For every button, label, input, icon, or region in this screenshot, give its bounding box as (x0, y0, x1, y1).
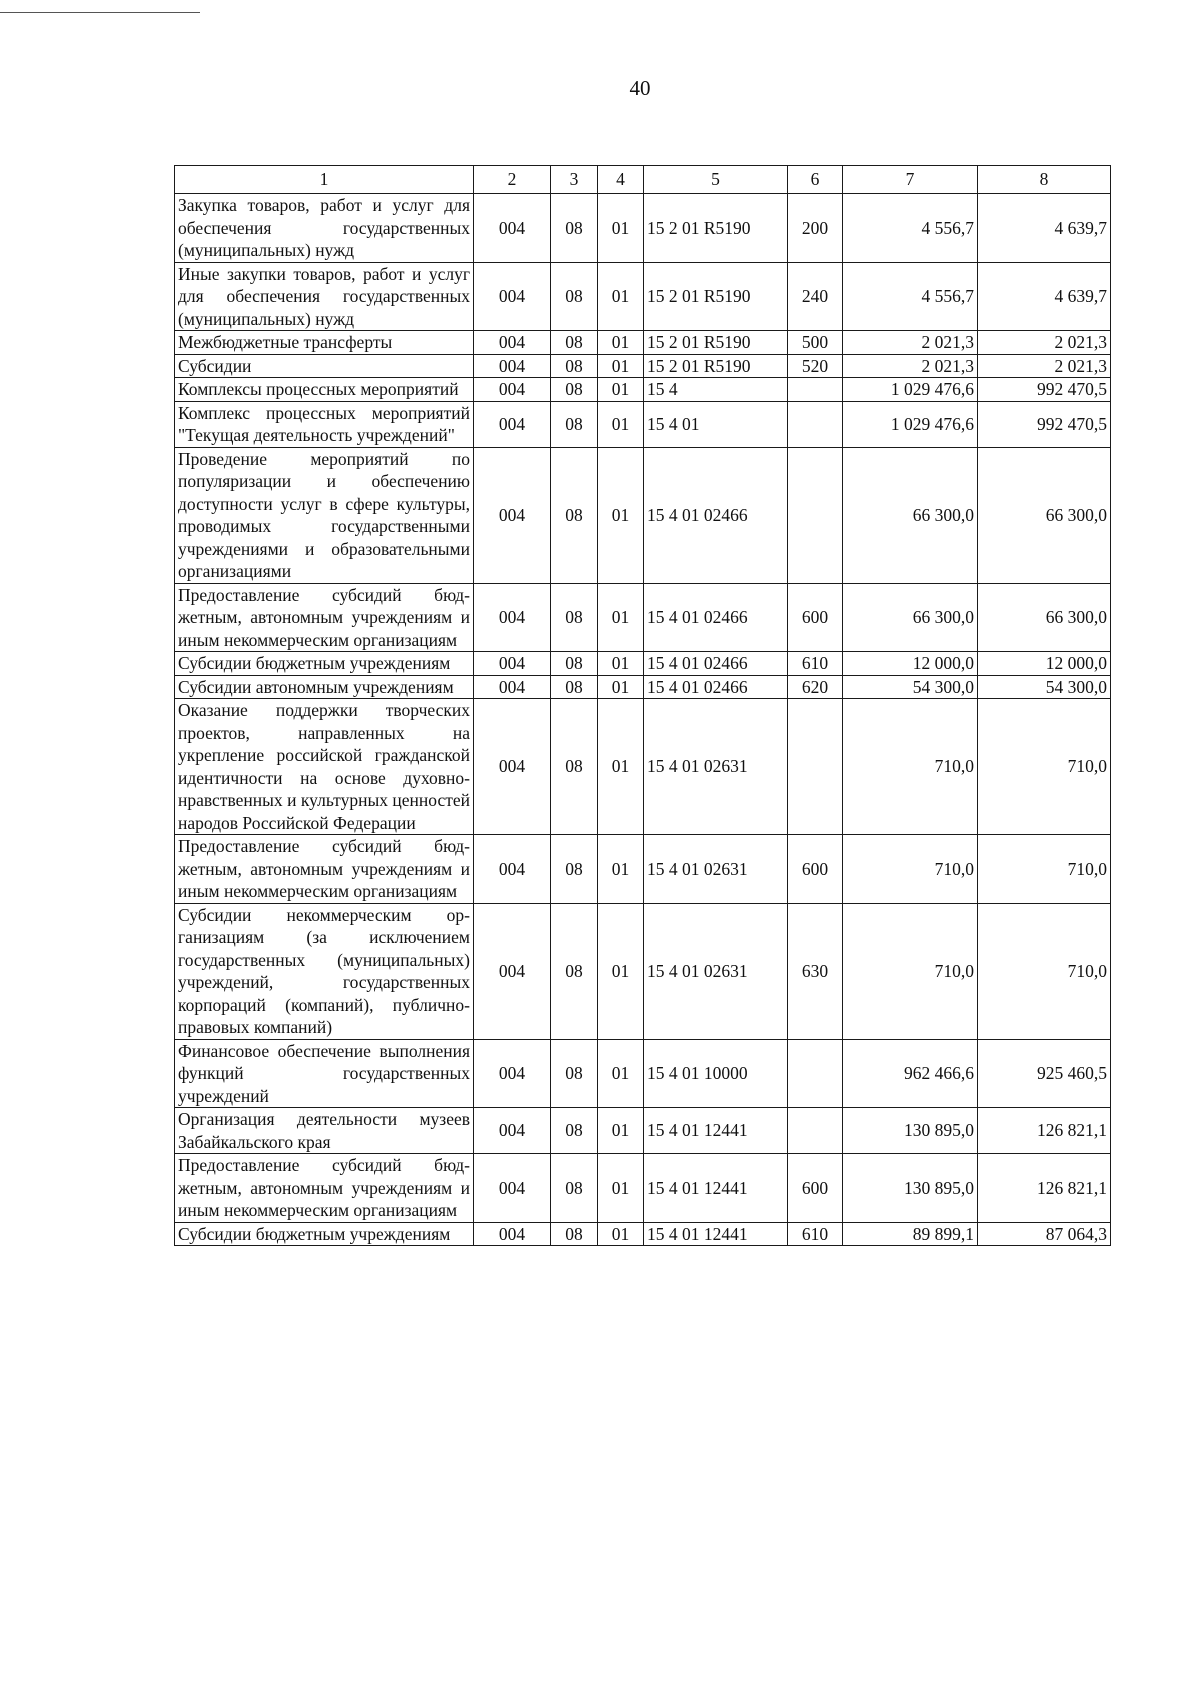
header-col-1: 1 (175, 166, 474, 194)
amount-col-7: 89 899,1 (843, 1222, 978, 1246)
subsection-code: 01 (598, 1039, 644, 1108)
amount-col-7: 54 300,0 (843, 675, 978, 699)
table-row (175, 699, 1111, 835)
ministry-code: 004 (474, 378, 551, 402)
table-row (175, 835, 1111, 904)
amount-col-8: 925 460,5 (978, 1039, 1111, 1108)
header-col-8: 8 (978, 166, 1111, 194)
amount-col-7: 130 895,0 (843, 1108, 978, 1154)
table-row (175, 194, 1111, 263)
table-row (175, 675, 1111, 699)
amount-col-7: 66 300,0 (843, 447, 978, 583)
expense-type-code: 500 (788, 331, 843, 355)
expense-type-code: 620 (788, 675, 843, 699)
section-code: 08 (551, 903, 598, 1039)
header-col-2: 2 (474, 166, 551, 194)
section-code: 08 (551, 1222, 598, 1246)
table-row (175, 354, 1111, 378)
subsection-code: 01 (598, 1154, 644, 1223)
table-row (175, 378, 1111, 402)
item-name: Предоставление субсидий бюджетным, автономным учреждениям и иным некоммерческим организациям (175, 583, 474, 652)
expense-type-code (788, 699, 843, 835)
subsection-code: 01 (598, 652, 644, 676)
ministry-code: 004 (474, 675, 551, 699)
item-name: Межбюджетные трансферты (175, 331, 474, 355)
table-row (175, 1108, 1111, 1154)
item-name: Предоставление субсидий бюджетным, автономным учреждениям и иным некоммерческим организациям (175, 1154, 474, 1223)
amount-col-8: 4 639,7 (978, 262, 1111, 331)
expense-type-code: 610 (788, 1222, 843, 1246)
amount-col-7: 710,0 (843, 699, 978, 835)
section-code: 08 (551, 675, 598, 699)
expense-type-code (788, 378, 843, 402)
amount-col-8: 992 470,5 (978, 378, 1111, 402)
ministry-code: 004 (474, 699, 551, 835)
item-name: Проведение мероприятий по популяризации и обеспечению доступности услуг в сфере культуры, проводимых государственными учреждениями и образовательными организациями (175, 447, 474, 583)
item-name: Комплексы процессных мероприятий (175, 378, 474, 402)
target-item-code: 15 4 01 12441 (644, 1108, 788, 1154)
item-name: Оказание поддержки творческих проектов, направленных на укрепление российской гражданской идентичности на основе духовно-нравственных и культурных ценностей народов Российской Федерации (175, 699, 474, 835)
item-name: Организация деятельности музеев Забайкальского края (175, 1108, 474, 1154)
target-item-code: 15 2 01 R5190 (644, 194, 788, 263)
subsection-code: 01 (598, 699, 644, 835)
amount-col-8: 126 821,1 (978, 1108, 1111, 1154)
amount-col-8: 54 300,0 (978, 675, 1111, 699)
amount-col-8: 2 021,3 (978, 354, 1111, 378)
header-col-4: 4 (598, 166, 644, 194)
target-item-code: 15 4 01 02466 (644, 652, 788, 676)
amount-col-7: 130 895,0 (843, 1154, 978, 1223)
target-item-code: 15 4 01 02466 (644, 447, 788, 583)
amount-col-8: 710,0 (978, 903, 1111, 1039)
table-row (175, 903, 1111, 1039)
amount-col-8: 992 470,5 (978, 401, 1111, 447)
ministry-code: 004 (474, 331, 551, 355)
ministry-code: 004 (474, 903, 551, 1039)
item-name: Субсидии некоммерческим организациям (за исключением государственных (муниципальных) учреждений, государственных корпораций (компаний), публично-правовых компаний) (175, 903, 474, 1039)
expense-type-code: 610 (788, 652, 843, 676)
table-row (175, 1039, 1111, 1108)
table-row (175, 652, 1111, 676)
header-col-6: 6 (788, 166, 843, 194)
section-code: 08 (551, 1108, 598, 1154)
amount-col-7: 12 000,0 (843, 652, 978, 676)
target-item-code: 15 4 01 02631 (644, 903, 788, 1039)
page-number: 40 (629, 76, 651, 100)
target-item-code: 15 4 01 02466 (644, 583, 788, 652)
table-body (175, 194, 1111, 1246)
section-code: 08 (551, 583, 598, 652)
ministry-code: 004 (474, 447, 551, 583)
subsection-code: 01 (598, 378, 644, 402)
subsection-code: 01 (598, 1222, 644, 1246)
expense-type-code: 240 (788, 262, 843, 331)
ministry-code: 004 (474, 1039, 551, 1108)
item-name: Закупка товаров, работ и услуг для обеспечения государственных (муниципальных) нужд (175, 194, 474, 263)
target-item-code: 15 4 01 10000 (644, 1039, 788, 1108)
amount-col-8: 710,0 (978, 835, 1111, 904)
subsection-code: 01 (598, 447, 644, 583)
item-name: Иные закупки товаров, работ и услуг для обеспечения государственных (муниципальных) нужд (175, 262, 474, 331)
amount-col-8: 87 064,3 (978, 1222, 1111, 1246)
expense-type-code (788, 1039, 843, 1108)
subsection-code: 01 (598, 262, 644, 331)
ministry-code: 004 (474, 1222, 551, 1246)
budget-table (174, 165, 1111, 1246)
amount-col-7: 4 556,7 (843, 194, 978, 263)
target-item-code: 15 2 01 R5190 (644, 262, 788, 331)
table-row (175, 447, 1111, 583)
target-item-code: 15 4 01 (644, 401, 788, 447)
section-code: 08 (551, 378, 598, 402)
item-name: Субсидии автономным учреждениям (175, 675, 474, 699)
header-col-5: 5 (644, 166, 788, 194)
section-code: 08 (551, 447, 598, 583)
ministry-code: 004 (474, 583, 551, 652)
ministry-code: 004 (474, 262, 551, 331)
amount-col-7: 962 466,6 (843, 1039, 978, 1108)
section-code: 08 (551, 401, 598, 447)
target-item-code: 15 2 01 R5190 (644, 354, 788, 378)
item-name: Предоставление субсидий бюджетным, автономным учреждениям и иным некоммерческим организациям (175, 835, 474, 904)
section-code: 08 (551, 1154, 598, 1223)
table-row (175, 1222, 1111, 1246)
expense-type-code: 600 (788, 1154, 843, 1223)
item-name: Субсидии (175, 354, 474, 378)
subsection-code: 01 (598, 675, 644, 699)
expense-type-code (788, 447, 843, 583)
amount-col-8: 2 021,3 (978, 331, 1111, 355)
amount-col-8: 126 821,1 (978, 1154, 1111, 1223)
subsection-code: 01 (598, 583, 644, 652)
target-item-code: 15 4 01 12441 (644, 1154, 788, 1223)
amount-col-7: 710,0 (843, 835, 978, 904)
section-code: 08 (551, 194, 598, 263)
expense-type-code (788, 401, 843, 447)
amount-col-7: 4 556,7 (843, 262, 978, 331)
amount-col-7: 710,0 (843, 903, 978, 1039)
subsection-code: 01 (598, 903, 644, 1039)
item-name: Комплекс процессных мероприятий "Текущая деятельность учреждений" (175, 401, 474, 447)
target-item-code: 15 4 01 02466 (644, 675, 788, 699)
amount-col-7: 2 021,3 (843, 354, 978, 378)
header-col-3: 3 (551, 166, 598, 194)
expense-type-code: 200 (788, 194, 843, 263)
section-code: 08 (551, 652, 598, 676)
ministry-code: 004 (474, 354, 551, 378)
expense-type-code: 520 (788, 354, 843, 378)
amount-col-7: 1 029 476,6 (843, 378, 978, 402)
subsection-code: 01 (598, 354, 644, 378)
amount-col-8: 710,0 (978, 699, 1111, 835)
target-item-code: 15 4 (644, 378, 788, 402)
table-row (175, 1154, 1111, 1223)
expense-type-code: 600 (788, 583, 843, 652)
ministry-code: 004 (474, 1154, 551, 1223)
target-item-code: 15 4 01 12441 (644, 1222, 788, 1246)
target-item-code: 15 2 01 R5190 (644, 331, 788, 355)
subsection-code: 01 (598, 835, 644, 904)
item-name: Финансовое обеспечение выполнения функций государственных учреждений (175, 1039, 474, 1108)
ministry-code: 004 (474, 652, 551, 676)
expense-type-code: 630 (788, 903, 843, 1039)
section-code: 08 (551, 331, 598, 355)
table-row (175, 401, 1111, 447)
target-item-code: 15 4 01 02631 (644, 835, 788, 904)
expense-type-code (788, 1108, 843, 1154)
ministry-code: 004 (474, 194, 551, 263)
section-code: 08 (551, 262, 598, 331)
subsection-code: 01 (598, 194, 644, 263)
subsection-code: 01 (598, 331, 644, 355)
target-item-code: 15 4 01 02631 (644, 699, 788, 835)
table-row (175, 331, 1111, 355)
table-row (175, 262, 1111, 331)
amount-col-8: 66 300,0 (978, 447, 1111, 583)
amount-col-8: 4 639,7 (978, 194, 1111, 263)
amount-col-8: 66 300,0 (978, 583, 1111, 652)
header-col-7: 7 (843, 166, 978, 194)
section-code: 08 (551, 354, 598, 378)
table-row (175, 583, 1111, 652)
amount-col-8: 12 000,0 (978, 652, 1111, 676)
expense-type-code: 600 (788, 835, 843, 904)
amount-col-7: 1 029 476,6 (843, 401, 978, 447)
amount-col-7: 66 300,0 (843, 583, 978, 652)
section-code: 08 (551, 1039, 598, 1108)
ministry-code: 004 (474, 835, 551, 904)
scan-artifact-line (0, 12, 200, 13)
subsection-code: 01 (598, 401, 644, 447)
item-name: Субсидии бюджетным учреждениям (175, 1222, 474, 1246)
amount-col-7: 2 021,3 (843, 331, 978, 355)
subsection-code: 01 (598, 1108, 644, 1154)
ministry-code: 004 (474, 1108, 551, 1154)
section-code: 08 (551, 699, 598, 835)
section-code: 08 (551, 835, 598, 904)
header-row (175, 166, 1111, 194)
item-name: Субсидии бюджетным учреждениям (175, 652, 474, 676)
ministry-code: 004 (474, 401, 551, 447)
